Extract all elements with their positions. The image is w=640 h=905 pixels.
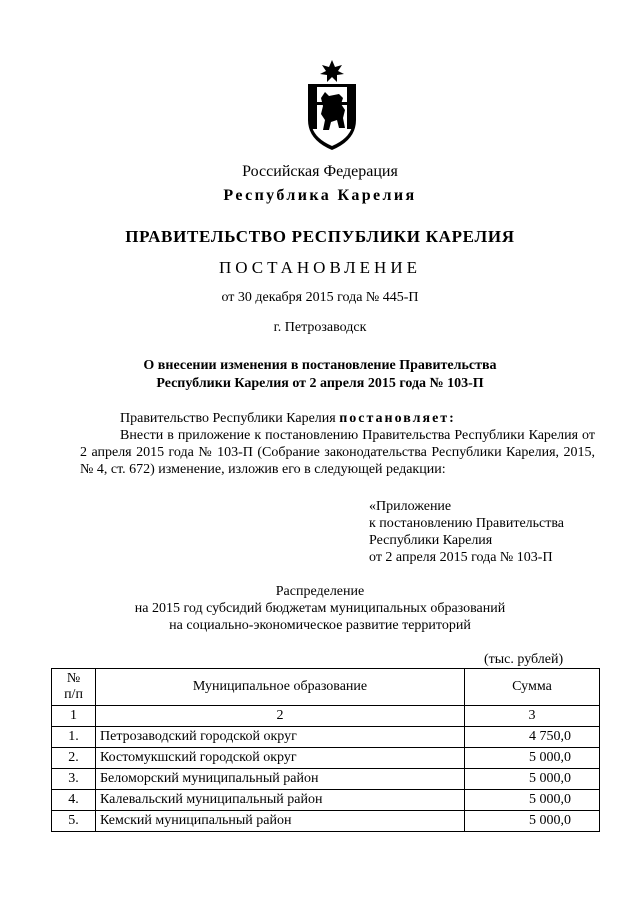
index-cell: 1	[52, 706, 96, 727]
republic-name: Республика Карелия	[223, 187, 417, 204]
appendix-line: «Приложение	[369, 499, 452, 514]
distribution-line: на 2015 год субсидий бюджетам муниципальных образований	[134, 601, 506, 616]
distribution-line: на социально-экономическое развитие территорий	[169, 618, 471, 633]
decree-subject	[0, 357, 640, 393]
row-amount: 5 000,0	[465, 811, 600, 832]
karelia-coat-of-arms-icon	[299, 58, 365, 154]
index-cell: 2	[96, 706, 465, 727]
table-row	[52, 727, 600, 748]
decree-paragraph: Внести в приложение к постановлению Правительства Республики Карелия от 2 апреля 2015 года № 103-П (Собрание законодательства Республики Карелия, 2015, № 4, ст. 672) изменение, изложив его в следующей редакции:	[80, 428, 595, 477]
header-municipality: Муниципальное образование	[96, 669, 465, 706]
subsidy-table	[51, 668, 600, 832]
table-row	[52, 748, 600, 769]
city: г. Петрозаводск	[273, 320, 367, 335]
document-type: ПОСТАНОВЛЕНИЕ	[218, 258, 421, 277]
intro-text: Правительство Республики Карелия	[120, 411, 340, 426]
row-amount: 5 000,0	[465, 790, 600, 811]
header-number-line: №	[66, 671, 81, 686]
table-row	[52, 769, 600, 790]
header-number-line: п/п	[64, 687, 83, 702]
row-municipality: Кемский муниципальный район	[96, 811, 465, 832]
header-amount: Сумма	[465, 669, 600, 706]
table-units: (тыс. рублей)	[484, 652, 564, 667]
table-index-row	[52, 706, 600, 727]
appendix-line: Республики Карелия	[369, 533, 493, 548]
decree-date: от 30 декабря 2015 года № 445-П	[221, 290, 419, 305]
row-amount: 5 000,0	[465, 769, 600, 790]
government-title: ПРАВИТЕЛЬСТВО РЕСПУБЛИКИ КАРЕЛИЯ	[125, 227, 515, 246]
row-number: 4.	[52, 790, 96, 811]
subject-line: О внесении изменения в постановление Правительства	[143, 358, 497, 373]
appendix-reference	[369, 498, 564, 566]
table-row	[52, 811, 600, 832]
table-header-row	[52, 669, 600, 706]
index-cell: 3	[465, 706, 600, 727]
row-municipality: Беломорский муниципальный район	[96, 769, 465, 790]
subject-line: Республики Карелия от 2 апреля 2015 года № 103-П	[156, 376, 484, 391]
table-row	[52, 790, 600, 811]
decree-keyword: постановляет:	[339, 411, 456, 426]
appendix-line: к постановлению Правительства	[369, 516, 565, 531]
distribution-title	[0, 583, 640, 634]
row-amount: 4 750,0	[465, 727, 600, 748]
row-number: 1.	[52, 727, 96, 748]
row-municipality: Калевальский муниципальный район	[96, 790, 465, 811]
header-number	[52, 669, 96, 706]
row-municipality: Петрозаводский городской округ	[96, 727, 465, 748]
decree-intro	[120, 410, 456, 427]
row-municipality: Костомукшский городской округ	[96, 748, 465, 769]
row-amount: 5 000,0	[465, 748, 600, 769]
row-number: 5.	[52, 811, 96, 832]
appendix-line: от 2 апреля 2015 года № 103-П	[369, 550, 553, 565]
row-number: 3.	[52, 769, 96, 790]
row-number: 2.	[52, 748, 96, 769]
distribution-line: Распределение	[275, 584, 365, 599]
country-name: Российская Федерация	[242, 163, 398, 180]
